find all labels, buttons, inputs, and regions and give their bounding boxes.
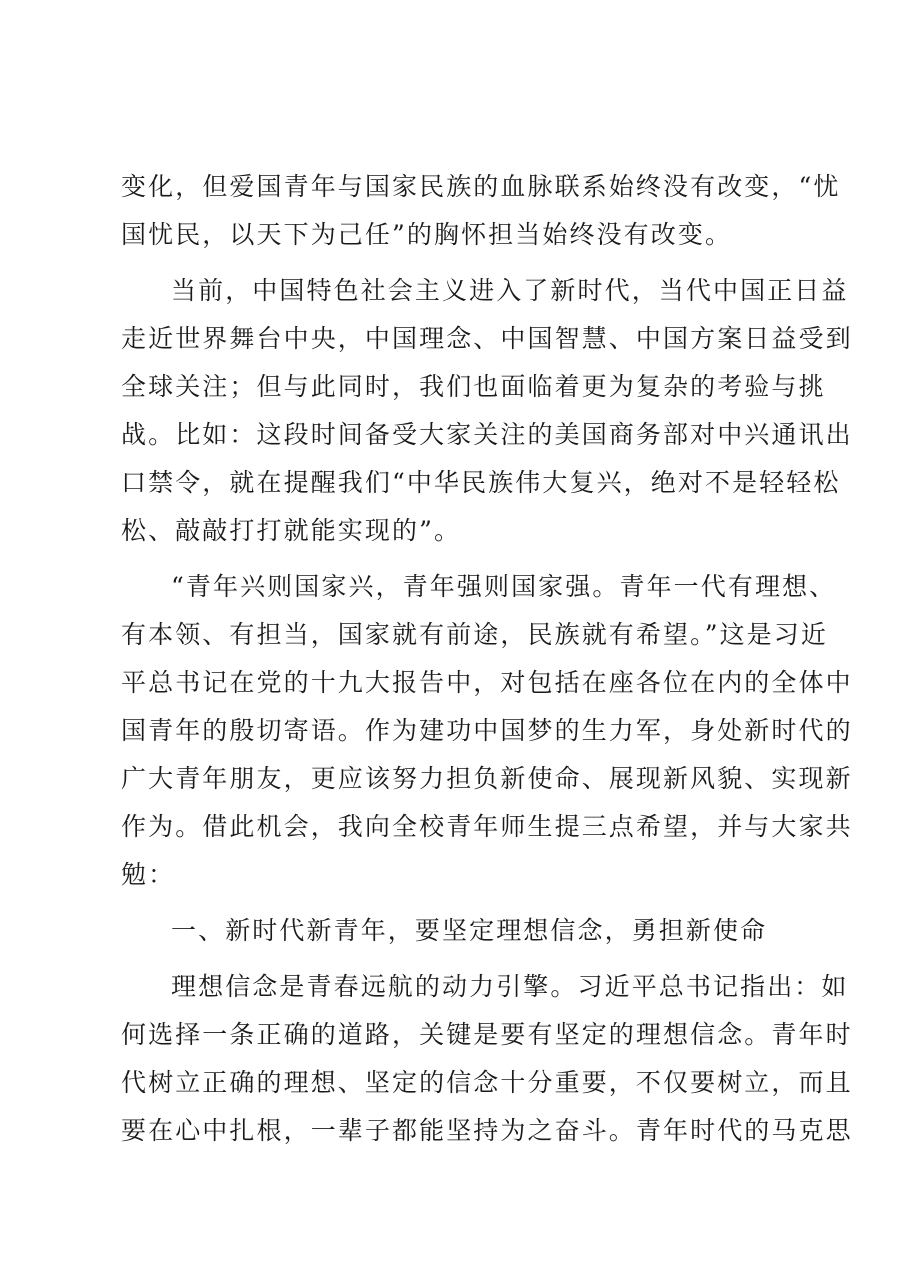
- body-text: [121, 163, 853, 1155]
- text-line: 战。比如：这段时间备受大家关注的美国商务部对中兴通讯出: [121, 420, 853, 449]
- text-line: 口禁令，就在提醒我们“中华民族伟大复兴，绝对不是轻轻松: [121, 468, 841, 497]
- text-line: 广大青年朋友，更应该努力担负新使命、展现新风貌、实现新: [121, 764, 853, 793]
- paragraph-2: [121, 267, 853, 555]
- section-heading: [121, 907, 797, 955]
- text-line: 松、敲敲打打就能实现的”。: [121, 516, 462, 545]
- paragraph-5: [121, 963, 853, 1155]
- text-line: 何选择一条正确的道路，关键是要有坚定的理想信念。青年时: [121, 1020, 853, 1049]
- text-line: “青年兴则国家兴，青年强则国家强。青年一代有理想、: [171, 572, 837, 601]
- text-line: 作为。借此机会，我向全校青年师生提三点希望，并与大家共: [121, 812, 853, 841]
- text-line: 平总书记在党的十九大报告中，对包括在座各位在内的全体中: [121, 668, 853, 697]
- text-line: 有本领、有担当，国家就有前途，民族就有希望。”这是习近: [121, 620, 828, 649]
- text-line: 全球关注；但与此同时，我们也面临着更为复杂的考验与挑: [121, 372, 826, 401]
- text-line: 要在心中扎根，一辈子都能坚持为之奋斗。青年时代的马克思: [121, 1116, 853, 1145]
- text-line: 代树立正确的理想、坚定的信念十分重要，不仅要树立，而且: [121, 1068, 853, 1097]
- text-line: 走近世界舞台中央，中国理念、中国智慧、中国方案日益受到: [121, 324, 853, 353]
- text-line: 一、新时代新青年，要坚定理想信念，勇担新使命: [171, 916, 768, 945]
- text-line: 国青年的殷切寄语。作为建功中国梦的生力军，身处新时代的: [121, 716, 853, 745]
- text-line: 国忧民，以天下为己任”的胸怀担当始终没有改变。: [121, 220, 733, 249]
- text-line: 勉：: [121, 860, 176, 889]
- text-line: 当前，中国特色社会主义进入了新时代，当代中国正日益: [171, 276, 849, 305]
- paragraph-1: [121, 163, 841, 259]
- text-line: 理想信念是青春远航的动力引擎。习近平总书记指出：如: [171, 972, 849, 1001]
- paragraph-3: [121, 563, 853, 899]
- text-line: 变化，但爱国青年与国家民族的血脉联系始终没有改变，“忧: [121, 172, 841, 201]
